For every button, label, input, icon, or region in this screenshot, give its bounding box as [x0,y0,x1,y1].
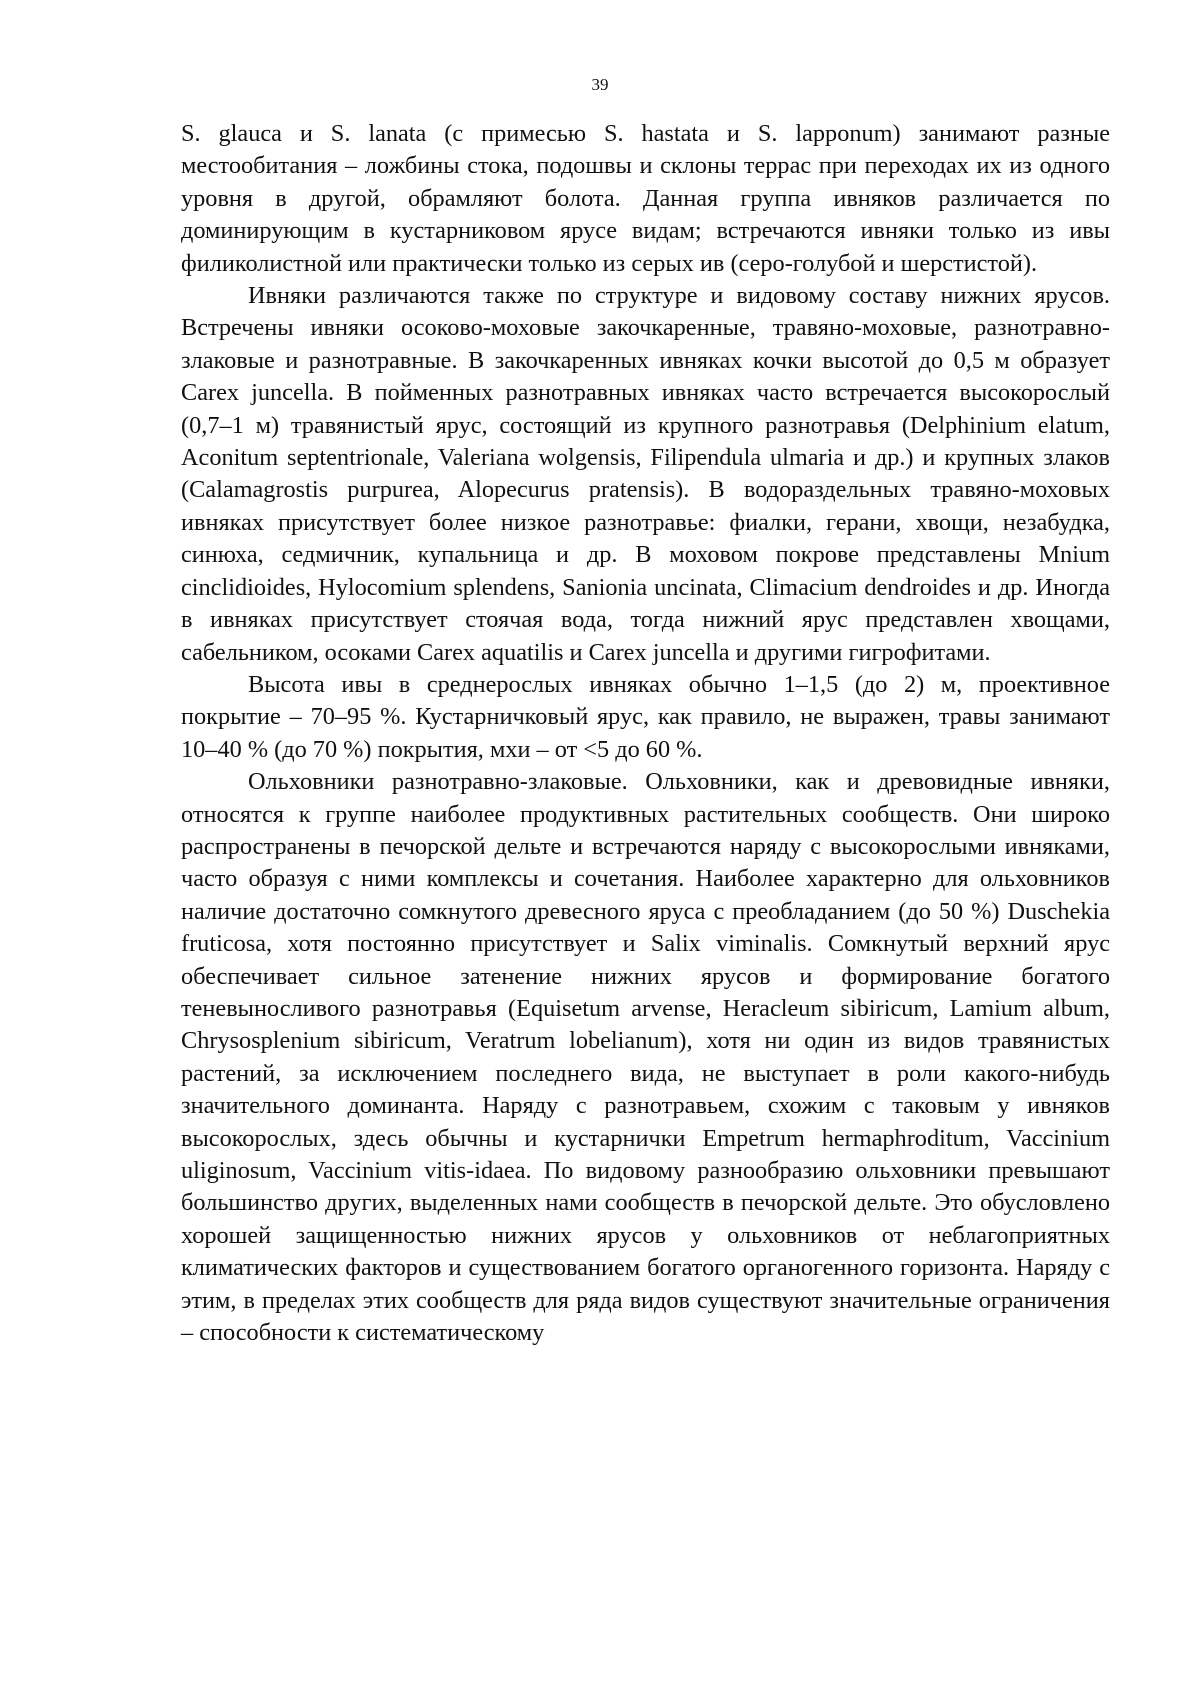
paragraph-willow-height: Высота ивы в среднерослых ивняках обычно 1–1,5 (до 2) м, проективное покрытие – 70–95 %. Кустарничковый ярус, как правило, не выражен, травы занимают 10–40 % (до 70 %) покрытия, мхи – от <5 до 60 %. [181,670,1110,763]
paragraph-willow-structure: Ивняки различаются также по структуре и видовому составу нижних ярусов. Встречены ивняки осоково-моховые закочкаренные, травяно-моховые, разнотравно-злаковые и разнотравные. В закочкаренных ивняках кочки высотой до 0,5 м образует Carex juncella. В пойменных разнотравных ивняках часто встречается высокорослый (0,7–1 м) травянистый ярус, состоящий из крупного разнотравья (Delphinium elatum, Aconitum septentrionale, Valeriana wolgensis, Filipendula ulmaria и др.) и крупных злаков (Calamagrostis purpurea, Alopecurus pratensis). В водораздельных травяно-моховых ивняках присутствует более низкое разнотравье: фиалки, герани, хвощи, незабудка, синюха, седмичник, купальница и др. В моховом покрове представлены Mnium cinclidioides, Hylocomium splendens, Sanionia uncinata, Climacium dendroides и др. Иногда в ивняках присутствует стоячая вода, тогда нижний ярус представлен хвощами, сабельником, осоками Carex aquatilis и Carex juncella и другими гигрофитами. [181,282,1110,666]
paragraph-alder-communities: Ольховники разнотравно-злаковые. Ольховники, как и древовидные ивняки, относятся к группе наиболее продуктивных растительных сообществ. Они широко распространены в печорской дельте и встречаются наряду с высокорослыми ивняками, часто образуя с ними комплексы и сочетания. Наиболее характерно для ольховников наличие достаточно сомкнутого древесного яруса с преобладанием (до 50 %) Duschekia fruticosa, хотя постоянно присутствует и Salix viminalis. Сомкнутый верхний ярус обеспечивает сильное затенение нижних ярусов и формирование богатого теневыносливого разнотравья (Equisetum arvense, Heracleum sibiricum, Lamium album, Chrysosplenium sibiricum, Veratrum lobelianum), хотя ни один из видов травянистых растений, за исключением последнего вида, не выступает в роли какого-нибудь значительного доминанта. Наряду с разнотравьем, схожим с таковым у ивняков высокорослых, здесь обычны и кустарнички Empetrum hermaphroditum, Vaccinium uliginosum, Vaccinium vitis-idaea. По видовому разнообразию ольховники превышают большинство других, выделенных нами сообществ в печорской дельте. Это обусловлено хорошей защищенностью нижних ярусов у ольховников от неблагоприятных климатических факторов и существованием богатого органогенного горизонта. Наряду с этим, в пределах этих сообществ для ряда видов существуют значительные ограничения – способности к систематическому [181,768,1110,1347]
text-body [181,118,1110,1349]
page-number: 39 [591,75,609,94]
paragraph-salix-species: S. glauca и S. lanata (с примесью S. hastata и S. lapponum) занимают разные местообитания – ложбины стока, подошвы и склоны террас при переходах их из одного уровня в другой, обрамляют болота. Данная группа ивняков различается по доминирующим в кустарниковом ярусе видам; встречаются ивняки только из ивы филиколистной или практически только из серых ив (серо-голубой и шерстистой). [181,120,1110,277]
